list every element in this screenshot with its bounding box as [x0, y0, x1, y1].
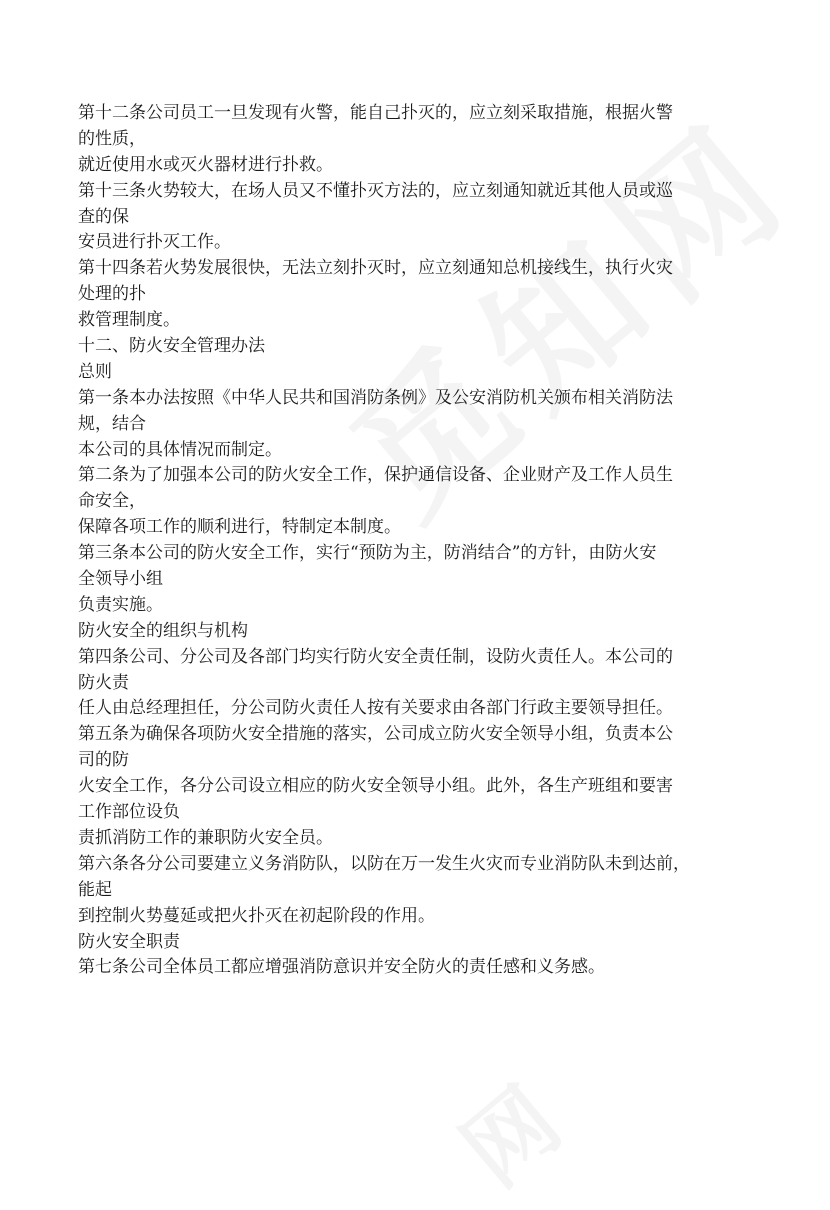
text-line: 第七条公司全体员工都应增强消防意识并安全防火的责任感和义务感。	[78, 957, 605, 978]
text-line: 就近使用水或灭火器材进行扑救。	[78, 154, 333, 175]
text-line: 救管理制度。	[78, 310, 180, 331]
text-line: 第五条为确保各项防火安全措施的落实，公司成立防火安全领导小组，负责本公	[78, 724, 673, 745]
text-line: 任人由总经理担任，分公司防火责任人按有关要求由各部门行政主要领导担任。	[78, 698, 673, 719]
text-line: 防火责	[78, 672, 129, 693]
text-line: 的性质，	[78, 128, 146, 149]
text-line: 第四条公司、分公司及各部门均实行防火安全责任制，设防火责任人。本公司的	[78, 646, 673, 667]
subsection-heading: 防火安全职责	[78, 931, 180, 952]
text-line: 安员进行扑灭工作。	[78, 232, 231, 253]
text-line: 工作部位设负	[78, 802, 180, 823]
subsection-heading: 防火安全的组织与机构	[78, 620, 248, 641]
text-line: 第一条本办法按照《中华人民共和国消防条例》及公安消防机关颁布相关消防法	[78, 387, 673, 408]
text-line: 第十三条火势较大，在场人员又不懂扑灭方法的，应立刻通知就近其他人员或巡	[78, 180, 673, 201]
text-line: 责抓消防工作的兼职防火安全员。	[78, 827, 333, 848]
text-line: 处理的扑	[78, 284, 146, 305]
text-line: 本公司的具体情况而制定。	[78, 439, 282, 460]
text-line: 第十四条若火势发展很快，无法立刻扑灭时，应立刻通知总机接线生，执行火灾	[78, 258, 673, 279]
text-line: 全领导小组	[78, 569, 163, 590]
text-line: 规，结合	[78, 413, 146, 434]
document-body	[78, 101, 768, 981]
text-line: 能起	[78, 879, 112, 900]
text-line: 负责实施。	[78, 594, 163, 615]
text-line: 第六条各分公司要建立义务消防队，以防在万一发生火灾而专业消防队未到达前，	[78, 853, 690, 874]
text-line: 查的保	[78, 206, 129, 227]
watermark-fragment	[430, 1052, 583, 1209]
text-line: 火安全工作，各分公司设立相应的防火安全领导小组。此外，各生产班组和要害	[78, 776, 673, 797]
text-line: 命安全，	[78, 491, 146, 512]
text-line: 到控制火势蔓延或把火扑灭在初起阶段的作用。	[78, 905, 435, 926]
subsection-heading: 总则	[78, 361, 112, 382]
text-line: 第二条为了加强本公司的防火安全工作，保护通信设备、企业财产及工作人员生	[78, 465, 673, 486]
text-line: 保障各项工作的顺利进行，特制定本制度。	[78, 517, 401, 538]
text-line: 第十二条公司员工一旦发现有火警，能自己扑灭的，应立刻采取措施，根据火警	[78, 103, 673, 123]
text-line: 司的防	[78, 750, 129, 771]
text-line: 第三条本公司的防火安全工作，实行“预防为主，防消结合”的方针，由防火安	[78, 543, 657, 564]
section-heading: 十二、防火安全管理办法	[78, 336, 265, 357]
